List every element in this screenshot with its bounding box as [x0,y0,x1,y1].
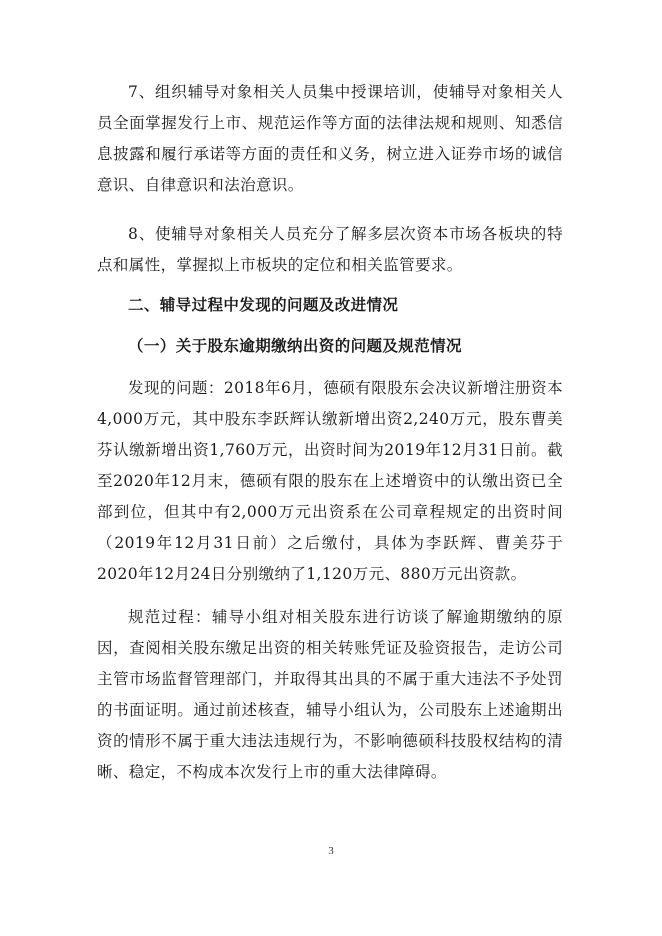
subsection-heading: （一）关于股东逾期缴纳出资的问题及规范情况 [128,337,462,355]
section-heading: 二、辅导过程中发现的问题及改进情况 [128,296,399,314]
paragraph-item-8: 8、使辅导对象相关人员充分了解多层次资本市场各板块的特点和属性，掌握拟上市板块的定位和相关监管要求。 [97,225,563,274]
paragraph-item-7: 7、组织辅导对象相关人员集中授课培训，使辅导对象相关人员全面掌握发行上市、规范运作等方面的法律法规和规则、知悉信息披露和履行承诺等方面的责任和义务，树立进入证券市场的诚信意识、自律意识和法治意识。 [97,83,563,194]
remediation-paragraph: 规范过程：辅导小组对相关股东进行访谈了解逾期缴纳的原因，查阅相关股东缴足出资的相关转账凭证及验资报告，走访公司主管市场监督管理部门，并取得其出具的不属于重大违法不予处罚的书面证明。通过前述核查，辅导小组认为，公司股东上述逾期出资的情形不属于重大违法违规行为，不影响德硕科技股权结构的清晰、稳定，不构成本次发行上市的重大法律障碍。 [97,608,563,781]
findings-paragraph: 发现的问题：2018年6月，德硕有限股东会决议新增注册资本4,000万元，其中股东李跃辉认缴新增出资2,240万元，股东曹美芬认缴新增出资1,760万元，出资时间为2019年12月31日前。截至2020年12月末，德硕有限的股东在上述增资中的认缴出资已全部到位，但其中有2,000万元出资系在公司章程规定的出资时间（2019年12月31日前）之后缴付，具体为李跃辉、曹美芬于2020年12月24日分别缴纳了1,120万元、880万元出资款。 [97,379,563,583]
page-number: 3 [328,845,334,857]
